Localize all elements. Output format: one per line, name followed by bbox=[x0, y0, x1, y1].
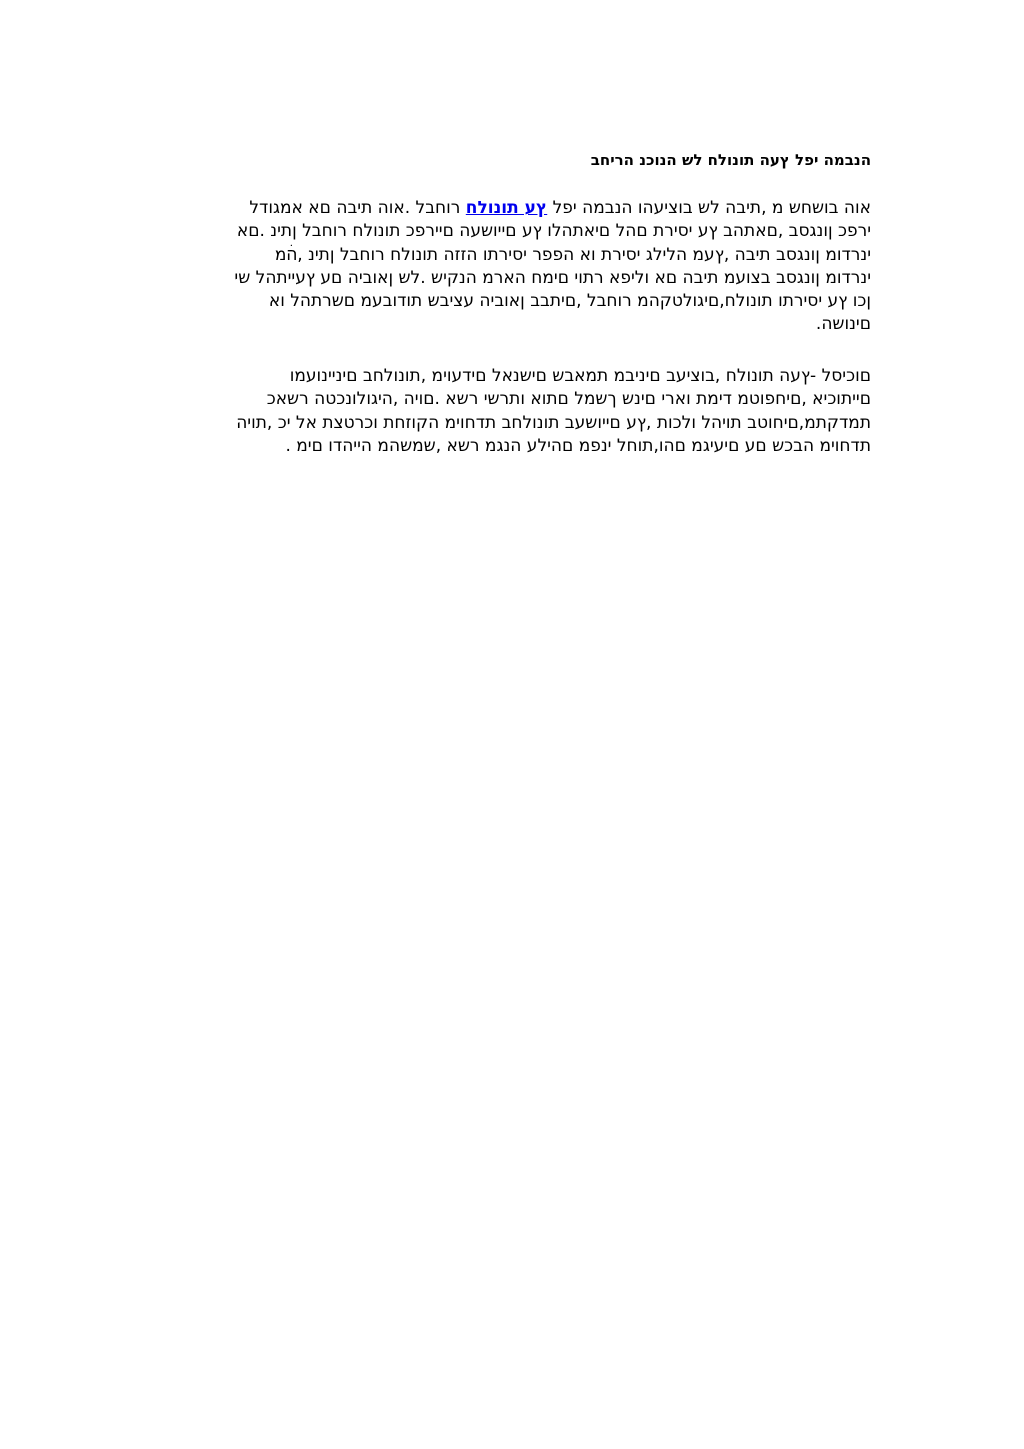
paragraph-text: אוה בושחש מ ,תיבה לש בוציעהו הנבמה יפל bbox=[547, 198, 871, 218]
wood-windows-link[interactable]: ץע תונולח bbox=[465, 198, 548, 218]
paragraph-line: םינושה. bbox=[815, 314, 871, 335]
paragraph-line: ןכו ץע יסירתו תונולח,םיגולטקהמ רוחבל ,םיתבב ןאוביה עציבש תודובעמ םשרתהל וא bbox=[268, 291, 871, 312]
paragraph-line: ינרדומ ןונגסב תיבה ,ץעמ הלילג יסירת וא הפפר יסירתו הזזה תונולח רוחבל ןתינ ,הׄמ bbox=[274, 244, 871, 265]
paragraph-line: תדחוימ הבכש םע םיעיגמ םהו,תוחל ינפמ םהילע הנגמ רשא ,שמשהמ הייהדו םימ . bbox=[285, 435, 871, 456]
document-page bbox=[150, 0, 871, 1449]
paragraph-line: ירפכ ןונגסב ,םאתהב ץע יסירת םהל םיאתהלו ץע םייושעה םיירפכ תונולח רוחבל ןתינ .םא bbox=[236, 221, 871, 242]
paragraph-text: רוחבל .אוה תיבה םא אמגודל bbox=[249, 198, 466, 218]
paragraph-line: םוכיסל -ץעה תונולח ,בוציעב םיניבמ תמאבש םישנאל םידעוימ ,תונולחב םיניינועמו bbox=[289, 366, 871, 386]
paragraph-intro bbox=[150, 197, 871, 337]
paragraph-line: תמדקתמ,םיחוטב תויהל ולכות ,ץע םייושעב תונולחב תדחוימ הקוזחת וכרטצת אל יכ ,תויה bbox=[236, 412, 871, 433]
paragraph-summary bbox=[150, 365, 871, 458]
document-title: הנבמה יפל ץעה תונולח לש הנוכנ הריחב bbox=[590, 151, 871, 169]
paragraph-line bbox=[150, 197, 871, 220]
paragraph-line: ינרדומ ןונגסב בצועמ תיבה םא וליפא רתוי םימח הארמ הנקיש .לש ןאוביה םע ץעייתהל שי bbox=[234, 267, 871, 288]
paragraph-line: םייתוכיא ,םיחפוטמ דימת וארי םינש ךשמל םתוא ותרשי רשא .םויה ,היגולונכטה רשאכ bbox=[266, 389, 871, 410]
